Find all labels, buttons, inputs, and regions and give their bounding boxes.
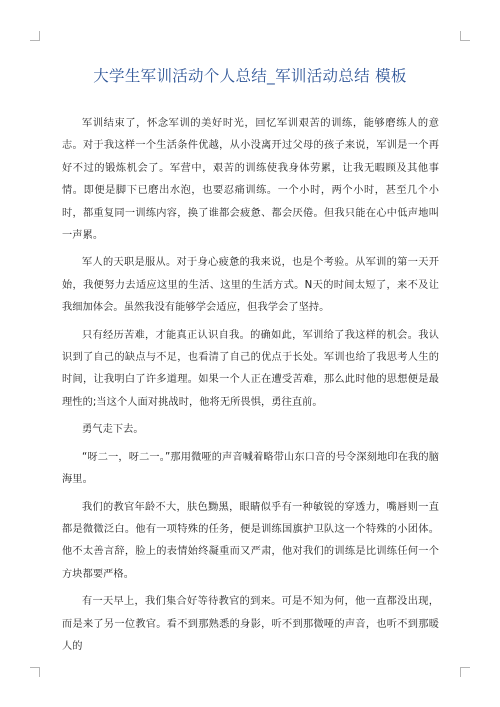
paragraph: 军训结束了，怀念军训的美好时光，回忆军训艰苦的训练，能够磨练人的意志。对于我这样一个生活条件优越，从小没离开过父母的孩子来说，军训是一个再好不过的锻炼机会了。军营中，艰苦的训练使我身体劳累，让我无暇顾及其他事情。即便是脚下已磨出水泡，也要忍痛训练。一个小时，两个小时，甚至几个小时，都重复同一训练内容，换了谁都会疲惫、都会厌倦。但我只能在心中低声地叫一声累。 xyxy=(62,118,439,242)
crop-mark-bottom-right xyxy=(460,667,470,677)
crop-mark-top-left xyxy=(30,31,40,41)
paragraph: 我们的教官年龄不大，肤色黝黑，眼睛似乎有一种敏锐的穿透力，嘴唇则一直都是微微泛白。他有一项特殊的任务，便是训练国旗护卫队这一个特殊的小团体。他不太善言辞，脸上的表情始终凝重而又严肃，他对我们的训练是比训练任何一个方块都要严格。 xyxy=(62,501,439,580)
document-body xyxy=(62,113,439,663)
paragraph: 勇气走下去。 xyxy=(82,424,144,436)
crop-mark-top-right xyxy=(460,31,470,41)
paragraph: 军人的天职是服从。对于身心疲惫的我来说，也是个考验。从军训的第一天开始，我便努力去适应这里的生活、这里的生活方式。N天的时间太短了，来不及让我细加体会。虽然我没有能够学会适应，但我学会了坚持。 xyxy=(62,257,439,314)
crop-mark-bottom-left xyxy=(30,667,40,677)
paragraph: “呀二一，呀二一。”那用微哑的声音喊着略带山东口音的号令深刻地印在我的脑海里。 xyxy=(62,451,439,486)
paragraph: 只有经历苦难，才能真正认识自我。的确如此，军训给了我这样的机会。我认识到了自己的缺点与不足，也看清了自己的优点于长处。军训也给了我思考人生的时间，让我明白了许多道理。如果一个人正在遭受苦难，那么此时他的思想便是最理性的;当这个人面对挑战时，他将无所畏惧，勇往直前。 xyxy=(62,329,439,408)
paragraph: 有一天早上，我们集合好等待教官的到来。可是不知为何，他一直都没出现，而是来了另一位教官。看不到那熟悉的身影，听不到那微哑的声音，也听不到那暖人的 xyxy=(62,596,439,652)
document-title: 大学生军训活动个人总结_军训活动总结 模板 xyxy=(93,67,407,85)
